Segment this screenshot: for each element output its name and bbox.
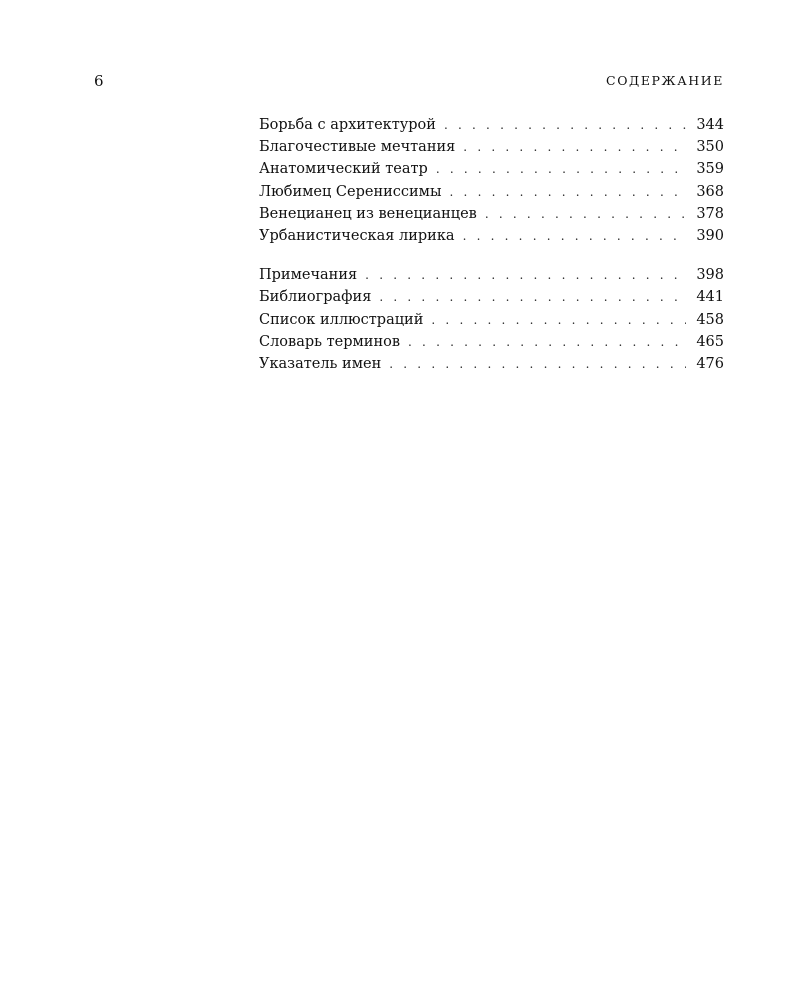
dot-leader xyxy=(431,309,686,331)
table-of-contents xyxy=(259,114,724,375)
toc-entry-page: 378 xyxy=(696,205,724,222)
dot-leader xyxy=(444,114,686,136)
dot-leader xyxy=(436,158,686,180)
dot-leader xyxy=(379,286,686,308)
running-title: СОДЕРЖАНИЕ xyxy=(606,73,724,88)
toc-entry-title: Урбанистическая лирика xyxy=(259,227,455,244)
toc-group-back-matter xyxy=(259,264,724,375)
toc-entry-page: 476 xyxy=(696,355,724,372)
toc-entry-page: 368 xyxy=(696,183,724,200)
toc-group-chapters xyxy=(259,114,724,247)
toc-entry-page: 465 xyxy=(696,333,724,350)
toc-entry[interactable] xyxy=(259,203,724,225)
toc-entry[interactable] xyxy=(259,309,724,331)
toc-entry[interactable] xyxy=(259,114,724,136)
toc-entry-page: 398 xyxy=(696,267,724,284)
dot-leader xyxy=(450,181,687,203)
dot-leader xyxy=(463,225,687,247)
toc-entry-page: 344 xyxy=(696,117,724,133)
toc-entry-title: Борьба с архитектурой xyxy=(259,117,436,133)
toc-entry-page: 458 xyxy=(696,311,724,328)
dot-leader xyxy=(463,136,686,158)
toc-entry-title: Примечания xyxy=(259,267,358,284)
toc-entry-page: 441 xyxy=(696,289,724,306)
toc-entry[interactable] xyxy=(259,331,724,353)
toc-entry-page: 390 xyxy=(696,227,724,244)
toc-entry-title: Венецианец из венецианцев xyxy=(259,205,477,222)
toc-entry[interactable] xyxy=(259,264,724,286)
dot-leader xyxy=(389,353,686,375)
toc-entry[interactable] xyxy=(259,158,724,180)
toc-entry-title: Указатель имен xyxy=(259,355,382,372)
toc-entry[interactable] xyxy=(259,181,724,203)
page-number: 6 xyxy=(94,72,104,90)
toc-entry-title: Анатомический театр xyxy=(259,161,428,178)
dot-leader xyxy=(408,331,686,353)
toc-entry[interactable] xyxy=(259,286,724,308)
toc-entry-title: Библиография xyxy=(259,289,372,306)
toc-entry[interactable] xyxy=(259,225,724,247)
toc-entry-title: Список иллюстраций xyxy=(259,311,424,328)
toc-entry[interactable] xyxy=(259,353,724,375)
dot-leader xyxy=(485,203,686,225)
toc-entry[interactable] xyxy=(259,136,724,158)
toc-entry-title: Любимец Серениссимы xyxy=(259,183,442,200)
toc-entry-page: 350 xyxy=(696,139,724,156)
toc-entry-page: 359 xyxy=(696,161,724,178)
toc-entry-title: Благочестивые мечтания xyxy=(259,139,456,156)
toc-entry-title: Словарь терминов xyxy=(259,333,401,350)
dot-leader xyxy=(365,264,686,286)
